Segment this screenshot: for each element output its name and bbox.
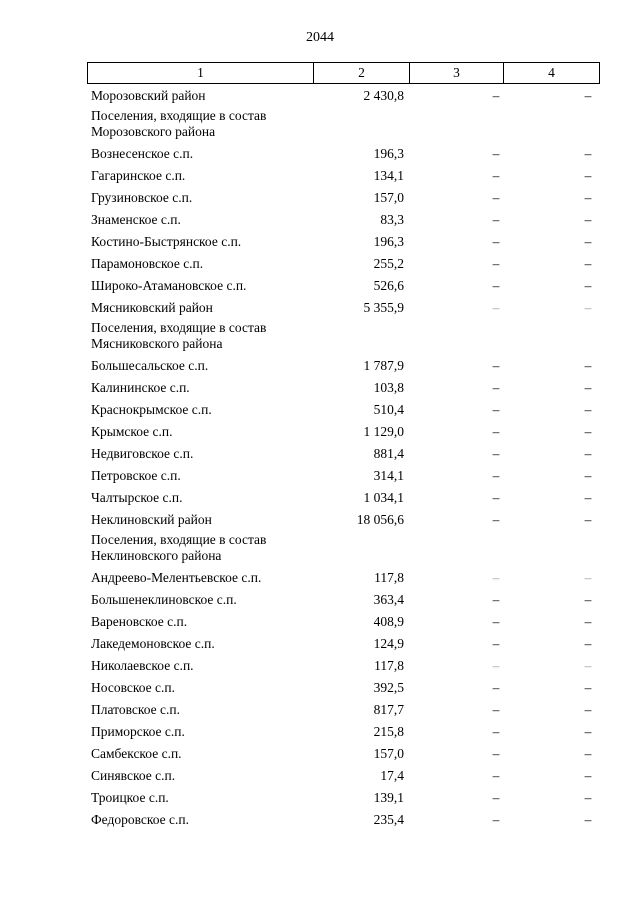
row-value-col3: – [492, 278, 500, 293]
row-value-col2: 881,4 [373, 446, 404, 461]
row-name: Мясниковский район [91, 300, 213, 315]
row-name: Лакедемоновское с.п. [91, 636, 215, 651]
table-row [0, 356, 640, 378]
row-value-col4: – [584, 490, 592, 505]
table-row [0, 86, 640, 108]
table-row [0, 108, 640, 144]
row-value-col4: – [584, 402, 592, 417]
table-row [0, 378, 640, 400]
column-header-4: 4 [504, 63, 600, 84]
row-value-col4: – [584, 790, 592, 805]
table-row [0, 788, 640, 810]
table-row [0, 532, 640, 568]
table-row [0, 400, 640, 422]
row-value-col4: – [584, 702, 592, 717]
row-value-col2: 363,4 [373, 592, 404, 607]
row-value-col2: 83,3 [380, 212, 404, 227]
row-value-col4: – [584, 168, 592, 183]
row-value-col2: 117,8 [374, 570, 404, 585]
row-name: Платовское с.п. [91, 702, 181, 717]
row-value-col4: – [584, 380, 592, 395]
row-name: Краснокрымское с.п. [91, 402, 212, 417]
row-value-col2: 157,0 [373, 190, 404, 205]
row-name: Синявское с.п. [91, 768, 176, 783]
table-row [0, 612, 640, 634]
row-value-col3: – [492, 570, 500, 585]
row-value-col2: 17,4 [380, 768, 404, 783]
row-value-col4: – [584, 278, 592, 293]
row-name: Недвиговское с.п. [91, 446, 194, 461]
row-value-col3: – [492, 812, 500, 827]
row-value-col3: – [492, 380, 500, 395]
row-value-col2: 196,3 [373, 234, 404, 249]
table-row [0, 444, 640, 466]
row-name: Вареновское с.п. [91, 614, 188, 629]
table-row [0, 254, 640, 276]
table-row [0, 276, 640, 298]
column-header-row [88, 63, 600, 84]
row-name: Широко-Атамановское с.п. [91, 278, 247, 293]
row-value-col2: 408,9 [373, 614, 404, 629]
row-value-col2: 5 355,9 [363, 300, 404, 315]
table-row [0, 422, 640, 444]
row-value-col4: – [584, 146, 592, 161]
row-name: Знаменское с.п. [91, 212, 181, 227]
row-name: Гагаринское с.п. [91, 168, 186, 183]
row-name: Грузиновское с.п. [91, 190, 193, 205]
row-value-col2: 314,1 [373, 468, 404, 483]
table-row [0, 678, 640, 700]
row-name: Носовское с.п. [91, 680, 175, 695]
row-value-col3: – [492, 256, 500, 271]
row-value-col3: – [492, 592, 500, 607]
row-value-col4: – [584, 812, 592, 827]
row-value-col3: – [492, 168, 500, 183]
row-value-col4: – [584, 256, 592, 271]
table-row [0, 510, 640, 532]
row-value-col2: 1 034,1 [363, 490, 404, 505]
row-value-col4: – [584, 592, 592, 607]
row-name: Крымское с.п. [91, 424, 173, 439]
row-value-col4: – [584, 746, 592, 761]
row-value-col2: 139,1 [373, 790, 404, 805]
row-value-col3: – [492, 702, 500, 717]
column-header-2: 2 [314, 63, 410, 84]
row-name: Большенеклиновское с.п. [91, 592, 237, 607]
row-value-col2: 817,7 [373, 702, 404, 717]
row-value-col2: 157,0 [373, 746, 404, 761]
table-row [0, 722, 640, 744]
row-value-col3: – [492, 88, 500, 103]
table-row [0, 232, 640, 254]
row-value-col3: – [492, 746, 500, 761]
row-value-col4: – [584, 300, 592, 315]
row-name: Большесальское с.п. [91, 358, 209, 373]
table-row [0, 298, 640, 320]
row-value-col3: – [492, 658, 500, 673]
row-value-col3: – [492, 424, 500, 439]
row-value-col2: 124,9 [373, 636, 404, 651]
row-value-col4: – [584, 680, 592, 695]
table-row [0, 656, 640, 678]
table-row [0, 590, 640, 612]
row-value-col3: – [492, 614, 500, 629]
table-row [0, 488, 640, 510]
table-row [0, 166, 640, 188]
row-value-col4: – [584, 512, 592, 527]
row-name: Костино-Быстрянское с.п. [91, 234, 242, 249]
row-value-col3: – [492, 358, 500, 373]
row-name: Чалтырское с.п. [91, 490, 183, 505]
row-value-col3: – [492, 768, 500, 783]
row-name: Морозовский район [91, 88, 206, 103]
row-value-col2: 2 430,8 [363, 88, 404, 103]
row-name: Парамоновское с.п. [91, 256, 204, 271]
table-row [0, 144, 640, 166]
row-value-col2: 134,1 [373, 168, 404, 183]
row-value-col4: – [584, 570, 592, 585]
row-value-col2: 510,4 [373, 402, 404, 417]
row-value-col4: – [584, 636, 592, 651]
row-value-col2: 18 056,6 [356, 512, 404, 527]
column-header-3: 3 [410, 63, 504, 84]
row-value-col4: – [584, 768, 592, 783]
column-header-1: 1 [88, 63, 314, 84]
row-name: Николаевское с.п. [91, 658, 194, 673]
row-value-col2: 1 787,9 [363, 358, 404, 373]
row-value-col3: – [492, 636, 500, 651]
row-value-col4: – [584, 358, 592, 373]
row-name: Федоровское с.п. [91, 812, 190, 827]
row-value-col3: – [492, 402, 500, 417]
row-value-col3: – [492, 300, 500, 315]
row-name: Андреево-Мелентьевское с.п. [91, 570, 262, 585]
table-row [0, 568, 640, 590]
row-name: Вознесенское с.п. [91, 146, 194, 161]
table-row [0, 210, 640, 232]
table-body [0, 86, 640, 832]
row-value-col3: – [492, 724, 500, 739]
row-name: Поселения, входящие в состав Морозовского района [91, 108, 267, 139]
row-value-col3: – [492, 490, 500, 505]
table-row [0, 634, 640, 656]
row-value-col2: 117,8 [374, 658, 404, 673]
table-row [0, 188, 640, 210]
row-value-col3: – [492, 234, 500, 249]
table-row [0, 744, 640, 766]
row-value-col2: 526,6 [373, 278, 404, 293]
table-row [0, 700, 640, 722]
row-value-col3: – [492, 790, 500, 805]
row-value-col3: – [492, 680, 500, 695]
row-value-col2: 255,2 [373, 256, 404, 271]
row-value-col4: – [584, 468, 592, 483]
row-value-col4: – [584, 658, 592, 673]
table-row [0, 766, 640, 788]
row-value-col4: – [584, 614, 592, 629]
row-value-col3: – [492, 512, 500, 527]
row-value-col4: – [584, 190, 592, 205]
row-name: Поселения, входящие в состав Неклиновского района [91, 532, 267, 563]
row-name: Поселения, входящие в состав Мясниковского района [91, 320, 267, 351]
row-name: Неклиновский район [91, 512, 212, 527]
row-value-col3: – [492, 146, 500, 161]
row-name: Калининское с.п. [91, 380, 190, 395]
row-value-col2: 235,4 [373, 812, 404, 827]
row-value-col4: – [584, 234, 592, 249]
row-value-col2: 1 129,0 [363, 424, 404, 439]
row-value-col4: – [584, 724, 592, 739]
row-value-col4: – [584, 424, 592, 439]
table-row [0, 466, 640, 488]
row-value-col4: – [584, 212, 592, 227]
row-value-col3: – [492, 468, 500, 483]
page-number: 2044 [306, 30, 334, 45]
row-name: Троицкое с.п. [91, 790, 169, 805]
row-name: Самбекское с.п. [91, 746, 182, 761]
row-value-col3: – [492, 190, 500, 205]
row-value-col3: – [492, 446, 500, 461]
row-value-col2: 196,3 [373, 146, 404, 161]
table-row [0, 320, 640, 356]
row-value-col4: – [584, 88, 592, 103]
row-value-col2: 392,5 [373, 680, 404, 695]
row-value-col2: 103,8 [373, 380, 404, 395]
row-value-col4: – [584, 446, 592, 461]
row-value-col3: – [492, 212, 500, 227]
row-name: Приморское с.п. [91, 724, 185, 739]
row-name: Петровское с.п. [91, 468, 181, 483]
table-row [0, 810, 640, 832]
column-header-table [87, 62, 600, 84]
row-value-col2: 215,8 [373, 724, 404, 739]
